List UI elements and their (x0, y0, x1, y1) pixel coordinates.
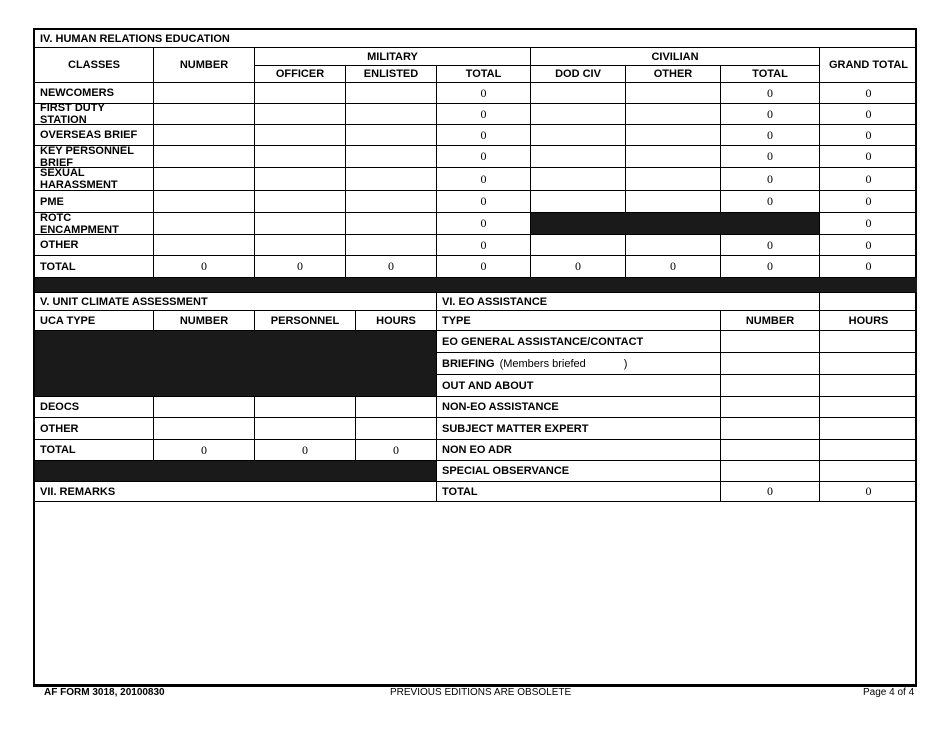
grand-total-value: 0 (820, 213, 917, 235)
eo-hours-cell[interactable] (820, 418, 917, 440)
officer-cell[interactable] (255, 83, 346, 104)
eo-hours-cell[interactable] (820, 331, 917, 353)
class-label: OVERSEAS BRIEF (35, 125, 154, 146)
header-eo-hours: HOURS (820, 311, 917, 331)
eo-number-cell-input[interactable] (721, 440, 819, 460)
military-total-value: 0 (437, 213, 531, 235)
number-cell[interactable] (154, 125, 255, 146)
eo-number-cell[interactable] (721, 418, 820, 440)
number-cell[interactable] (154, 213, 255, 235)
eo-hours-cell-input[interactable] (820, 375, 917, 396)
other-civ-cell-input[interactable] (626, 83, 720, 103)
class-label: SEXUAL HARASSMENT (35, 168, 154, 191)
grand-total-value: 0 (820, 83, 917, 104)
military-total-value: 0 (437, 83, 531, 104)
civilian-total-value: 0 (721, 191, 820, 213)
officer-cell[interactable] (255, 168, 346, 191)
number-cell[interactable] (154, 191, 255, 213)
military-total-value: 0 (437, 146, 531, 168)
officer-cell-input[interactable] (255, 191, 345, 212)
other-civ-cell[interactable] (626, 83, 721, 104)
eo-type-label-text: OUT AND ABOUT (442, 379, 534, 392)
enlisted-cell[interactable] (346, 235, 437, 256)
section-5-title: V. UNIT CLIMATE ASSESSMENT (35, 293, 437, 311)
header-classes: CLASSES (35, 48, 154, 83)
number-cell[interactable] (154, 168, 255, 191)
header-military: MILITARY (255, 48, 531, 66)
header-military-total: TOTAL (437, 66, 531, 83)
uca-personnel-cell[interactable] (255, 397, 356, 418)
officer-cell[interactable] (255, 125, 346, 146)
eo-type-label (437, 375, 721, 397)
enlisted-cell[interactable] (346, 104, 437, 125)
officer-cell[interactable] (255, 146, 346, 168)
eo-hours-cell-input[interactable] (820, 418, 917, 439)
enlisted-cell-input[interactable] (346, 235, 436, 255)
total-label: TOTAL (35, 256, 154, 278)
number-cell[interactable] (154, 83, 255, 104)
uca-number-cell[interactable] (154, 397, 255, 418)
blocked-cell (531, 213, 820, 235)
eo-type-label (437, 461, 721, 482)
class-label: KEY PERSONNEL BRIEF (35, 146, 154, 168)
civilian-total-value: 0 (721, 125, 820, 146)
eo-number-cell[interactable] (721, 440, 820, 461)
blocked-cell (35, 461, 437, 482)
number-cell-input[interactable] (154, 125, 254, 145)
header-number: NUMBER (154, 48, 255, 83)
dod-civ-cell[interactable] (531, 168, 626, 191)
uca-total-personnel: 0 (255, 440, 356, 461)
officer-cell-input[interactable] (255, 125, 345, 145)
officer-cell-input[interactable] (255, 168, 345, 190)
total-grand: 0 (820, 256, 917, 278)
enlisted-cell-input[interactable] (346, 125, 436, 145)
eo-number-cell-input[interactable] (721, 461, 819, 481)
dod-civ-cell[interactable] (531, 83, 626, 104)
grand-total-value: 0 (820, 235, 917, 256)
other-civ-cell-input[interactable] (626, 191, 720, 212)
uca-total-number: 0 (154, 440, 255, 461)
military-total-value: 0 (437, 104, 531, 125)
total-civilian: 0 (721, 256, 820, 278)
eo-type-label-text: EO GENERAL ASSISTANCE/CONTACT (442, 335, 644, 348)
dod-civ-cell-input[interactable] (531, 168, 625, 190)
enlisted-cell-input[interactable] (346, 191, 436, 212)
total-number: 0 (154, 256, 255, 278)
eo-type-label-text: NON-EO ASSISTANCE (442, 401, 559, 413)
form-id: AF FORM 3018, 20100830 (44, 687, 165, 698)
military-total-value: 0 (437, 168, 531, 191)
uca-hours-cell-input[interactable] (356, 418, 436, 439)
uca-hours-cell-input[interactable] (356, 397, 436, 417)
other-civ-cell[interactable] (626, 168, 721, 191)
section-7-title: VII. REMARKS (35, 482, 437, 502)
eo-hours-cell-input[interactable] (820, 353, 917, 374)
number-cell-input[interactable] (154, 83, 254, 103)
civilian-total-value: 0 (721, 146, 820, 168)
other-civ-cell[interactable] (626, 235, 721, 256)
dod-civ-cell-input[interactable] (531, 83, 625, 103)
uca-personnel-cell-input[interactable] (255, 397, 355, 417)
eo-type-label-text: SPECIAL OBSERVANCE (442, 465, 570, 477)
total-enlisted: 0 (346, 256, 437, 278)
grand-total-value: 0 (820, 104, 917, 125)
dod-civ-cell-input[interactable] (531, 125, 625, 145)
other-civ-cell[interactable] (626, 125, 721, 146)
uca-number-cell-input[interactable] (154, 397, 254, 417)
other-civ-cell-input[interactable] (626, 168, 720, 190)
other-civ-cell[interactable] (626, 191, 721, 213)
header-personnel: PERSONNEL (255, 311, 356, 331)
eo-hours-cell[interactable] (820, 397, 917, 418)
other-civ-cell-input[interactable] (626, 104, 720, 124)
uca-number-cell[interactable] (154, 418, 255, 440)
enlisted-cell[interactable] (346, 125, 437, 146)
obsolete-notice: PREVIOUS EDITIONS ARE OBSOLETE (390, 687, 572, 698)
form-page (33, 28, 917, 687)
eo-type-label (437, 353, 721, 375)
section-6-title-blank (820, 293, 917, 311)
eo-type-label-text: NON EO ADR (442, 444, 512, 456)
military-total-value: 0 (437, 125, 531, 146)
class-label: OTHER (35, 235, 154, 256)
other-civ-cell[interactable] (626, 104, 721, 125)
eo-hours-cell-input[interactable] (820, 440, 917, 460)
dod-civ-cell[interactable] (531, 104, 626, 125)
enlisted-cell-input[interactable] (346, 83, 436, 103)
number-cell-input[interactable] (154, 191, 254, 212)
page-number: Page 4 of 4 (863, 687, 915, 698)
officer-cell[interactable] (255, 191, 346, 213)
uca-hours-cell[interactable] (356, 397, 437, 418)
eo-total-label: TOTAL (437, 482, 721, 502)
eo-hours-cell-input[interactable] (820, 331, 917, 352)
total-officer: 0 (255, 256, 346, 278)
number-cell[interactable] (154, 146, 255, 168)
uca-total-hours: 0 (356, 440, 437, 461)
enlisted-cell-input[interactable] (346, 104, 436, 124)
header-uca-number: NUMBER (154, 311, 255, 331)
dod-civ-cell-input[interactable] (531, 191, 625, 212)
eo-hours-cell[interactable] (820, 353, 917, 375)
eo-type-label (437, 418, 721, 440)
civilian-total-value: 0 (721, 104, 820, 125)
eo-hours-cell-input[interactable] (820, 461, 917, 481)
header-dod-civ: DOD CIV (531, 66, 626, 83)
grand-total-value: 0 (820, 125, 917, 146)
eo-number-cell[interactable] (721, 397, 820, 418)
total-other: 0 (626, 256, 721, 278)
class-label: FIRST DUTY STATION (35, 104, 154, 125)
number-cell-input[interactable] (154, 235, 254, 255)
class-label: NEWCOMERS (35, 83, 154, 104)
uca-personnel-cell-input[interactable] (255, 418, 355, 439)
number-cell-input[interactable] (154, 213, 254, 234)
section-6-title: VI. EO ASSISTANCE (437, 293, 820, 311)
officer-cell-input[interactable] (255, 213, 345, 234)
header-uca-type: UCA TYPE (35, 311, 154, 331)
dod-civ-cell-input[interactable] (531, 235, 625, 255)
enlisted-cell[interactable] (346, 83, 437, 104)
eo-type-label (437, 440, 721, 461)
eo-hours-cell[interactable] (820, 375, 917, 397)
enlisted-cell-input[interactable] (346, 168, 436, 190)
eo-total-hours: 0 (820, 482, 917, 502)
eo-number-cell[interactable] (721, 461, 820, 482)
other-civ-cell-input[interactable] (626, 235, 720, 255)
other-civ-cell-input[interactable] (626, 125, 720, 145)
class-label: PME (35, 191, 154, 213)
header-grand-total: GRAND TOTAL (820, 48, 917, 83)
eo-number-cell[interactable] (721, 353, 820, 375)
officer-cell[interactable] (255, 104, 346, 125)
eo-number-cell[interactable] (721, 331, 820, 353)
military-total-value: 0 (437, 191, 531, 213)
other-civ-cell-input[interactable] (626, 146, 720, 167)
uca-hours-cell[interactable] (356, 418, 437, 440)
eo-type-label-text: SUBJECT MATTER EXPERT (442, 422, 589, 435)
eo-number-cell-input[interactable] (721, 397, 819, 417)
number-cell-input[interactable] (154, 146, 254, 167)
eo-hours-cell-input[interactable] (820, 397, 917, 417)
officer-cell-input[interactable] (255, 83, 345, 103)
uca-personnel-cell[interactable] (255, 418, 356, 440)
header-officer: OFFICER (255, 66, 346, 83)
enlisted-cell[interactable] (346, 213, 437, 235)
enlisted-cell[interactable] (346, 191, 437, 213)
members-briefed-label: (Members briefed (499, 357, 586, 370)
eo-number-cell-input[interactable] (721, 353, 819, 374)
dod-civ-cell[interactable] (531, 191, 626, 213)
eo-number-cell-input[interactable] (721, 375, 819, 396)
grand-total-value: 0 (820, 168, 917, 191)
header-civilian-total: TOTAL (721, 66, 820, 83)
officer-cell[interactable] (255, 235, 346, 256)
officer-cell-input[interactable] (255, 146, 345, 167)
total-military: 0 (437, 256, 531, 278)
blocked-cell (35, 331, 437, 397)
section-4-title: IV. HUMAN RELATIONS EDUCATION (35, 30, 917, 48)
eo-hours-cell[interactable] (820, 461, 917, 482)
uca-type-label: DEOCS (35, 397, 154, 418)
enlisted-cell-input[interactable] (346, 146, 436, 167)
civilian-total-value: 0 (721, 235, 820, 256)
dod-civ-cell-input[interactable] (531, 146, 625, 167)
eo-type-label (437, 397, 721, 418)
total-dod-civ: 0 (531, 256, 626, 278)
number-cell-input[interactable] (154, 168, 254, 190)
dod-civ-cell[interactable] (531, 146, 626, 168)
grand-total-value: 0 (820, 191, 917, 213)
officer-cell-input[interactable] (255, 104, 345, 124)
civilian-total-value: 0 (721, 83, 820, 104)
eo-total-number: 0 (721, 482, 820, 502)
civilian-total-value: 0 (721, 168, 820, 191)
eo-number-cell[interactable] (721, 375, 820, 397)
eo-number-cell-input[interactable] (721, 331, 819, 352)
eo-type-label (437, 331, 721, 353)
dod-civ-cell[interactable] (531, 235, 626, 256)
enlisted-cell[interactable] (346, 168, 437, 191)
remarks-textarea[interactable] (39, 506, 915, 686)
class-label: ROTC ENCAMPMENT (35, 213, 154, 235)
uca-total-label: TOTAL (35, 440, 154, 461)
number-cell[interactable] (154, 104, 255, 125)
number-cell-input[interactable] (154, 104, 254, 124)
header-civilian: CIVILIAN (531, 48, 820, 66)
section-separator (35, 278, 917, 293)
uca-number-cell-input[interactable] (154, 418, 254, 439)
header-other: OTHER (626, 66, 721, 83)
header-eo-type: TYPE (437, 311, 721, 331)
officer-cell[interactable] (255, 213, 346, 235)
eo-hours-cell[interactable] (820, 440, 917, 461)
eo-type-label-text: BRIEFING (442, 357, 495, 370)
members-briefed-input[interactable] (586, 357, 624, 371)
enlisted-cell[interactable] (346, 146, 437, 168)
grand-total-value: 0 (820, 146, 917, 168)
enlisted-cell-input[interactable] (346, 213, 436, 234)
members-briefed-close: ) (623, 357, 628, 370)
header-eo-number: NUMBER (721, 311, 820, 331)
dod-civ-cell-input[interactable] (531, 104, 625, 124)
other-civ-cell[interactable] (626, 146, 721, 168)
header-enlisted: ENLISTED (346, 66, 437, 83)
header-uca-hours: HOURS (356, 311, 437, 331)
uca-type-label: OTHER (35, 418, 154, 440)
eo-number-cell-input[interactable] (721, 418, 819, 439)
number-cell[interactable] (154, 235, 255, 256)
military-total-value: 0 (437, 235, 531, 256)
officer-cell-input[interactable] (255, 235, 345, 255)
dod-civ-cell[interactable] (531, 125, 626, 146)
